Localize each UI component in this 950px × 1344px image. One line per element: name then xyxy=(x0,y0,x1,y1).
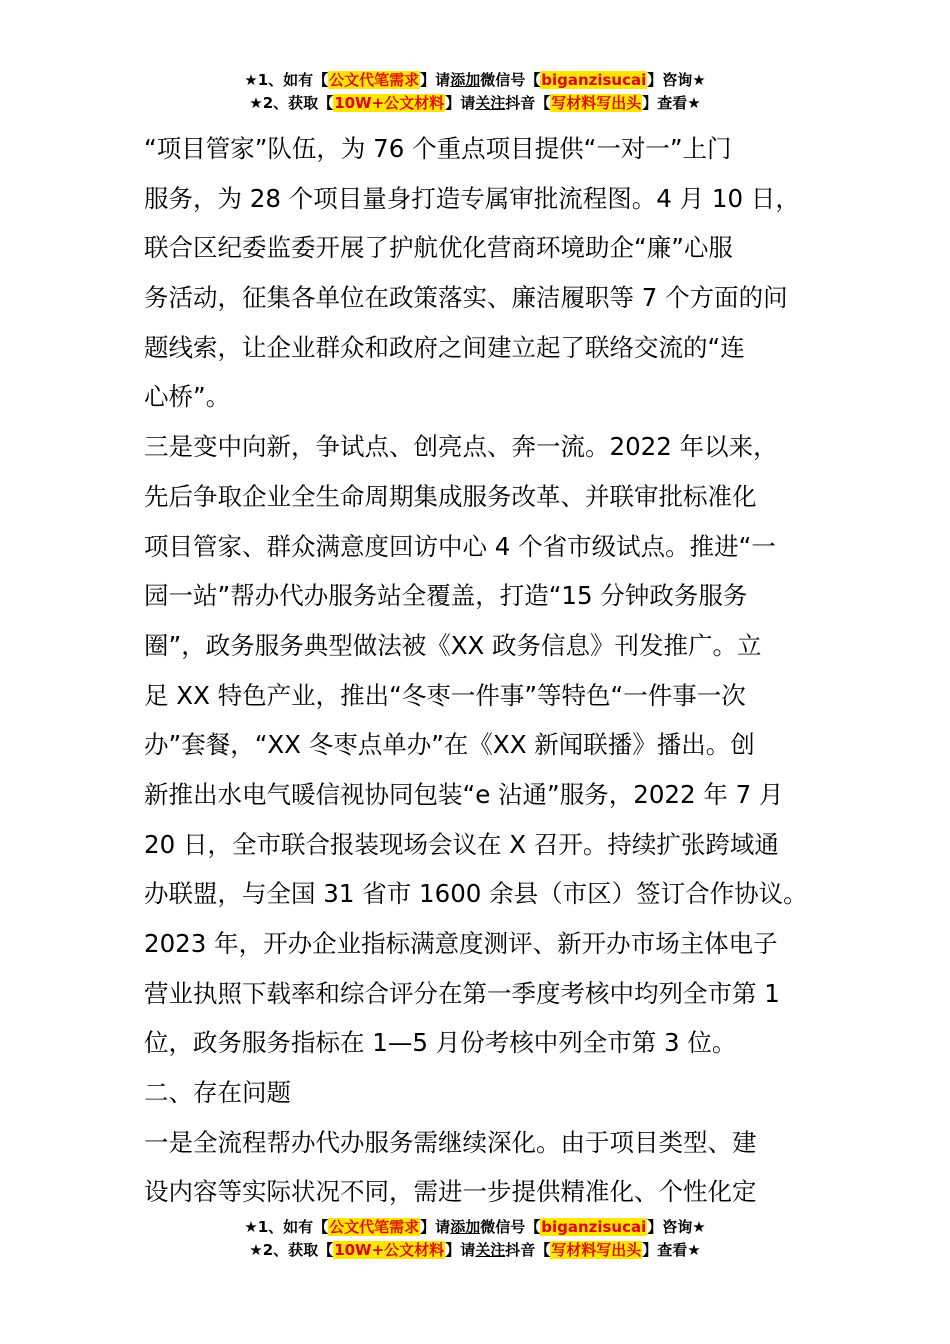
body-line: 一是全流程帮办代办服务需继续深化。由于项目类型、建 xyxy=(144,1127,757,1157)
body-line: 务活动，征集各单位在政策落实、廉洁履职等 7 个方面的问 xyxy=(144,283,788,313)
body-line: 办”套餐，“XX 冬枣点单办”在《XX 新闻联播》播出。创 xyxy=(144,730,755,760)
body-line: 2023 年，开办企业指标满意度测评、新开办市场主体电子 xyxy=(144,929,778,958)
body-line: “项目管家”队伍，为 76 个重点项目提供“一对一”上门 xyxy=(144,134,732,163)
body-line: 位，政务服务指标在 1—5 月份考核中列全市第 3 位。 xyxy=(144,1028,737,1058)
highlight-service: 公文代笔需求 xyxy=(329,71,420,89)
highlight-wechat-id: biganzisucai xyxy=(541,71,647,89)
highlight-douyin: 写材料写出头 xyxy=(551,1241,642,1259)
body-line: 营业执照下载率和综合评分在第一季度考核中均列全市第 1 xyxy=(144,978,780,1008)
body-line: 心桥”。 xyxy=(144,382,231,412)
body-line: 联合区纪委监委开展了护航优化营商环境助企“廉”心服 xyxy=(144,233,733,263)
body-line: 20 日，全市联合报装现场会议在 X 召开。持续扩张跨域通 xyxy=(144,829,779,859)
highlight-materials: 10W+公文材料 xyxy=(334,94,445,112)
banner-line-1: ★1、如有【公文代笔需求】请添加微信号【biganzisucai】咨询★ xyxy=(244,71,706,89)
banner-line-2: ★2、获取【10W+公文材料】请关注抖音【写材料写出头】查看★ xyxy=(249,94,701,112)
body-line: 新推出水电气暖信视协同包装“e 沾通”服务，2022 年 7 月 xyxy=(144,779,784,809)
highlight-service: 公文代笔需求 xyxy=(329,1218,420,1236)
highlight-wechat-id: biganzisucai xyxy=(541,1218,647,1236)
body-line: 先后争取企业全生命周期集成服务改革、并联审批标准化 xyxy=(144,481,757,511)
body-line: 办联盟，与全国 31 省市 1600 余县（市区）签订合作协议。 xyxy=(144,879,808,909)
document-body xyxy=(144,124,844,1217)
highlight-materials: 10W+公文材料 xyxy=(334,1241,445,1259)
body-line: 设内容等实际状况不同，需进一步提供精准化、个性化定 xyxy=(144,1177,757,1207)
body-line: 服务，为 28 个项目量身打造专属审批流程图。4 月 10 日， xyxy=(144,183,800,213)
header-banner xyxy=(0,69,950,115)
body-line: 圈”，政务服务典型做法被《XX 政务信息》刊发推广。立 xyxy=(144,630,762,660)
banner-line-1: ★1、如有【公文代笔需求】请添加微信号【biganzisucai】咨询★ xyxy=(244,1218,706,1236)
body-line: 项目管家、群众满意度回访中心 4 个省市级试点。推进“一 xyxy=(144,531,776,561)
body-line: 题线索，让企业群众和政府之间建立起了联络交流的“连 xyxy=(144,332,745,362)
body-line: 园一站”帮办代办服务站全覆盖，打造“15 分钟政务服务 xyxy=(144,581,748,611)
body-line: 三是变中向新，争试点、创亮点、奔一流。2022 年以来， xyxy=(144,432,778,462)
banner-line-2: ★2、获取【10W+公文材料】请关注抖音【写材料写出头】查看★ xyxy=(249,1241,701,1259)
section-heading: 二、存在问题 xyxy=(144,1078,291,1108)
body-line: 足 XX 特色产业，推出“冬枣一件事”等特色“一件事一次 xyxy=(144,680,746,710)
footer-banner xyxy=(0,1216,950,1262)
highlight-douyin: 写材料写出头 xyxy=(551,94,642,112)
